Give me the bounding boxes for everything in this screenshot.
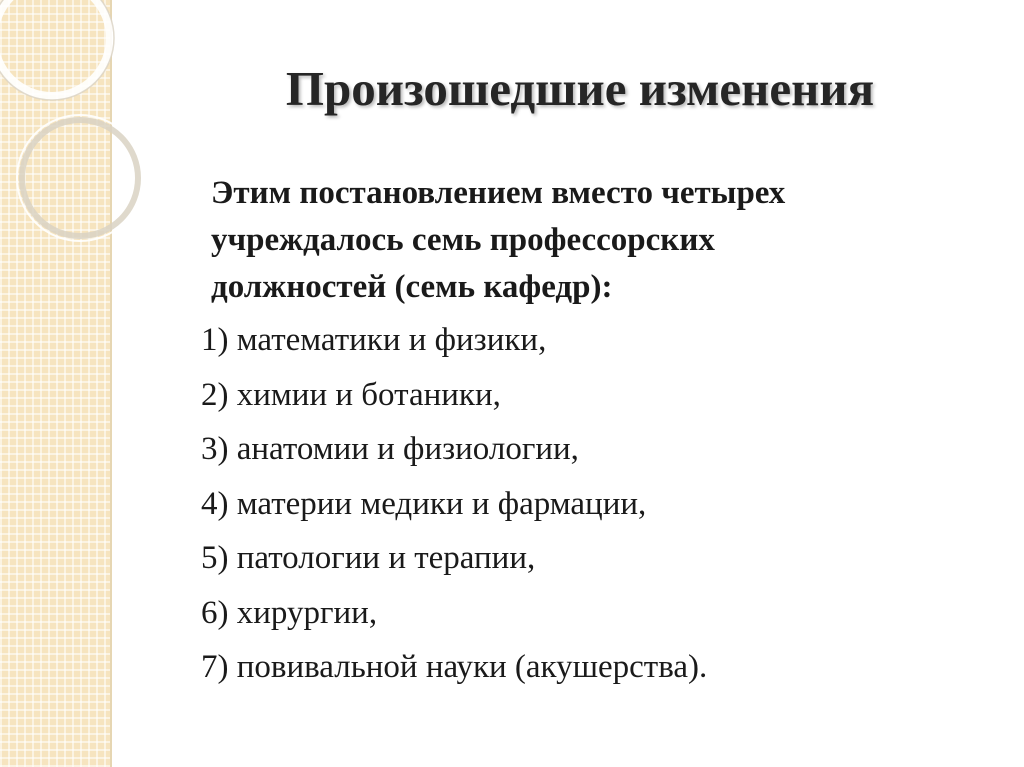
ring-lower	[22, 120, 138, 236]
intro-line: должностей (семь кафедр):	[211, 269, 613, 305]
list-item: 2) химии и ботаники,	[201, 376, 501, 413]
list-item: 5) патологии и терапии,	[201, 540, 536, 576]
decorative-rings	[0, 0, 160, 260]
intro-line: Этим постановлением вместо четырех	[211, 175, 786, 211]
chairs-list	[201, 313, 707, 695]
list-item: 7) повивальной науки (акушерства).	[201, 649, 708, 685]
list-item: 1) математики и физики,	[201, 322, 547, 358]
list-item: 6) хирургии,	[201, 594, 378, 631]
intro-paragraph	[211, 170, 1001, 311]
ring-lower-highlight	[17, 115, 143, 241]
list-item: 3) анатомии и физиологии,	[201, 431, 579, 467]
slide-title: Произошедшие изменения	[285, 61, 875, 116]
ring-upper	[0, 0, 110, 96]
list-item: 4) материи медики и фармации,	[201, 485, 647, 522]
intro-line: учреждалось семь профессорских	[211, 222, 715, 258]
